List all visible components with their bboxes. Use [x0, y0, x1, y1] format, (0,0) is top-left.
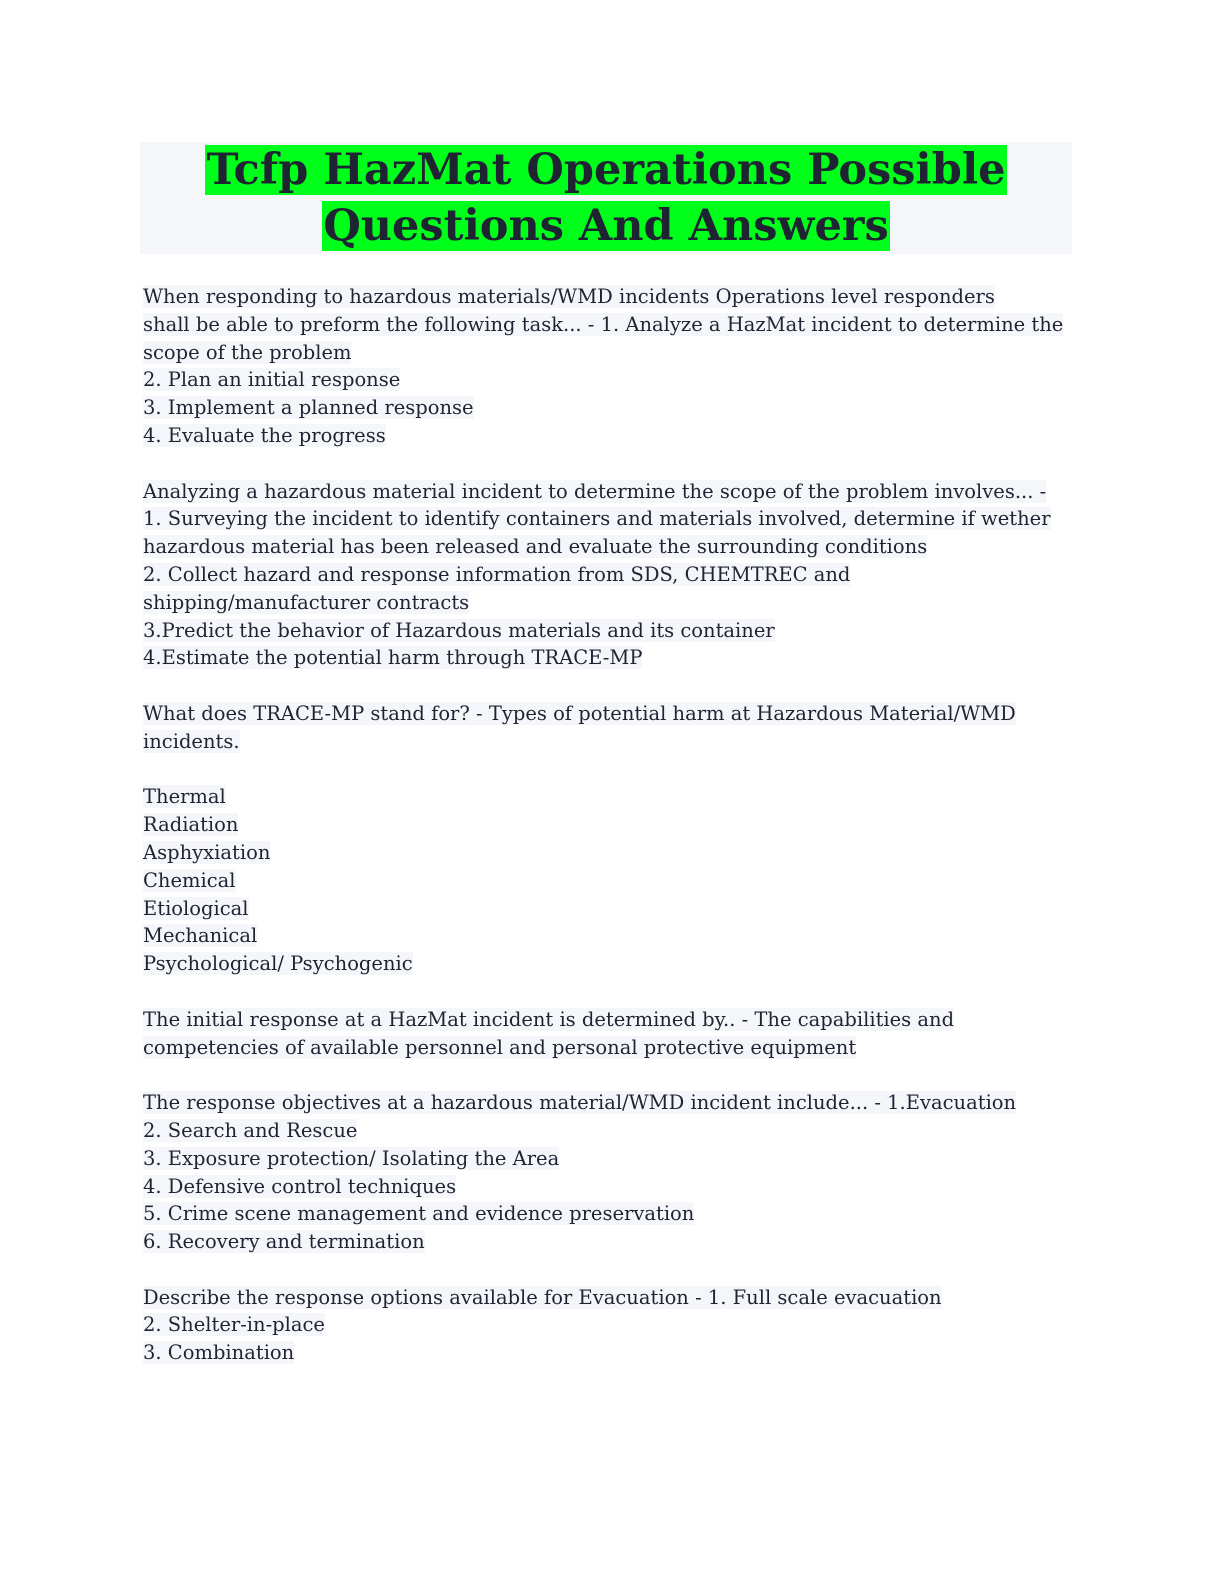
text-line: 2. Shelter-in-place — [143, 1313, 325, 1337]
text-line: Chemical — [143, 868, 236, 892]
text-line: 3. Exposure protection/ Isolating the Area — [143, 1146, 560, 1170]
qa-block — [143, 1089, 1078, 1256]
text-line: The response objectives at a hazardous material/WMD incident include... - 1.Evacuation — [143, 1091, 1017, 1115]
text-line: 2. Plan an initial response — [143, 368, 401, 392]
text-line: 2. Collect hazard and response information from SDS, CHEMTREC and — [143, 562, 851, 586]
text-line: 5. Crime scene management and evidence preservation — [143, 1202, 695, 1226]
text-line: Mechanical — [143, 924, 258, 948]
text-line: Analyzing a hazardous material incident to determine the scope of the problem involves... - — [143, 479, 1047, 503]
text-line: Asphyxiation — [143, 840, 271, 864]
text-line: scope of the problem — [143, 340, 352, 364]
paragraph-gap — [143, 1061, 1078, 1089]
text-line: 1. Surveying the incident to identify containers and materials involved, determine if wether — [143, 507, 1051, 531]
title-line: Questions And Answers — [323, 201, 889, 251]
text-line: competencies of available personnel and personal protective equipment — [143, 1035, 857, 1059]
text-line: 4.Estimate the potential harm through TRACE-MP — [143, 646, 643, 670]
text-line: Describe the response options available for Evacuation - 1. Full scale evacuation — [143, 1285, 942, 1309]
text-line: incidents. — [143, 729, 240, 753]
text-line: hazardous material has been released and evaluate the surrounding conditions — [143, 535, 928, 559]
qa-block — [143, 1284, 1078, 1367]
text-line: When responding to hazardous materials/WMD incidents Operations level responders — [143, 285, 995, 308]
qa-block — [143, 283, 1078, 450]
document-body — [143, 283, 1078, 1367]
text-line: 3. Combination — [143, 1341, 295, 1365]
text-line: What does TRACE-MP stand for? - Types of potential harm at Hazardous Material/WMD — [143, 701, 1016, 725]
paragraph-gap — [143, 450, 1078, 478]
text-line: shall be able to preform the following task... - 1. Analyze a HazMat incident to determine the — [143, 312, 1064, 336]
text-line: 3. Implement a planned response — [143, 396, 474, 420]
text-line: 2. Search and Rescue — [143, 1118, 358, 1142]
paragraph-gap — [143, 1256, 1078, 1284]
text-line: 6. Recovery and termination — [143, 1230, 425, 1254]
paragraph-gap — [143, 978, 1078, 1006]
document-title — [140, 142, 1072, 254]
title-line: Tcfp HazMat Operations Possible — [206, 145, 1006, 195]
text-line: Psychological/ Psychogenic — [143, 952, 413, 976]
text-line: 3.Predict the behavior of Hazardous materials and its container — [143, 618, 775, 642]
text-line: Thermal — [143, 785, 226, 809]
text-line: shipping/manufacturer contracts — [143, 590, 470, 614]
paragraph-gap — [143, 756, 1078, 784]
text-line: 4. Defensive control techniques — [143, 1174, 457, 1198]
qa-block — [143, 1006, 1078, 1062]
qa-block — [143, 700, 1078, 756]
text-line: Etiological — [143, 896, 249, 920]
text-line: Radiation — [143, 813, 239, 837]
qa-block — [143, 783, 1078, 978]
text-line: The initial response at a HazMat incident is determined by.. - The capabilities and — [143, 1007, 955, 1031]
qa-block — [143, 478, 1078, 673]
paragraph-gap — [143, 672, 1078, 700]
text-line: 4. Evaluate the progress — [143, 423, 386, 447]
